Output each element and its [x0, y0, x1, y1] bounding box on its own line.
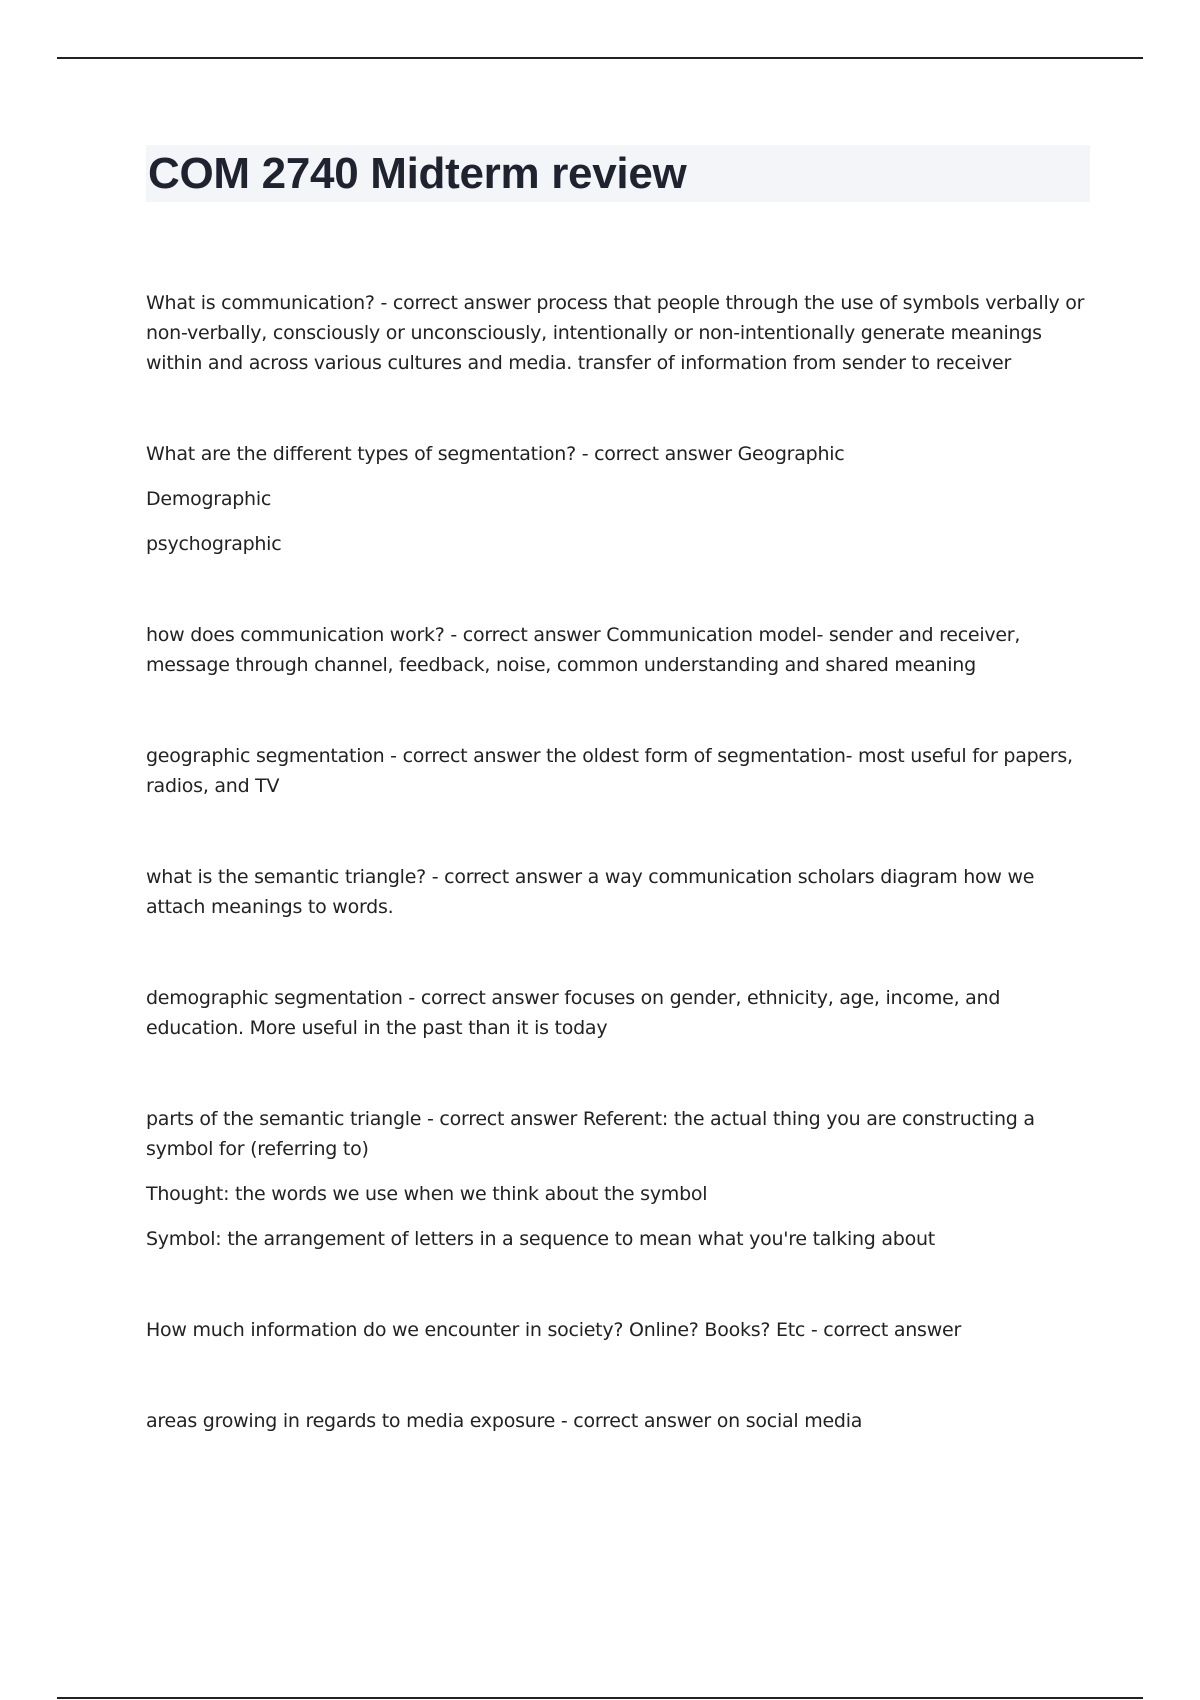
qa-text: What is communication? - correct answer process that people through the use of symbols verbally or non-verbally, consciously or unconsciously, intentionally or non-intentionally generate meanings within and across various cultures and media. transfer of information from sender to receiver [146, 292, 1085, 374]
qa-entry [146, 439, 1086, 559]
qa-text: areas growing in regards to media exposure - correct answer on social media [146, 1410, 863, 1432]
qa-text: what is the semantic triangle? - correct answer a way communication scholars diagram how we attach meanings to words. [146, 866, 1035, 918]
qa-extra-line: psychographic [146, 533, 282, 555]
qa-text: how does communication work? - correct answer Communication model- sender and receiver, message through channel, feedback, noise, common understanding and shared meaning [146, 624, 1021, 676]
qa-entry [146, 1315, 1086, 1345]
qa-entry [146, 741, 1086, 801]
top-rule [57, 57, 1143, 59]
qa-entry [146, 1406, 1086, 1436]
qa-entry [146, 1104, 1086, 1254]
qa-entry [146, 620, 1086, 680]
qa-text: parts of the semantic triangle - correct answer Referent: the actual thing you are constructing a symbol for (referring to) [146, 1108, 1035, 1160]
qa-extra-line: Symbol: the arrangement of letters in a sequence to mean what you're talking about [146, 1228, 935, 1250]
qa-extra-line: Demographic [146, 488, 272, 510]
qa-text: demographic segmentation - correct answer focuses on gender, ethnicity, age, income, and education. More useful in the past than it is today [146, 987, 1001, 1039]
qa-entry [146, 288, 1086, 378]
qa-text: What are the different types of segmentation? - correct answer Geographic [146, 443, 845, 465]
qa-text: How much information do we encounter in society? Online? Books? Etc - correct answer [146, 1319, 961, 1341]
document-body [146, 288, 1086, 1436]
qa-text: geographic segmentation - correct answer the oldest form of segmentation- most useful for papers, radios, and TV [146, 745, 1073, 797]
qa-entry [146, 862, 1086, 922]
bottom-rule [57, 1697, 1143, 1699]
title-band [146, 145, 1090, 202]
qa-entry [146, 983, 1086, 1043]
qa-extra-line: Thought: the words we use when we think about the symbol [146, 1183, 708, 1205]
page-title: COM 2740 Midterm review [148, 149, 687, 198]
